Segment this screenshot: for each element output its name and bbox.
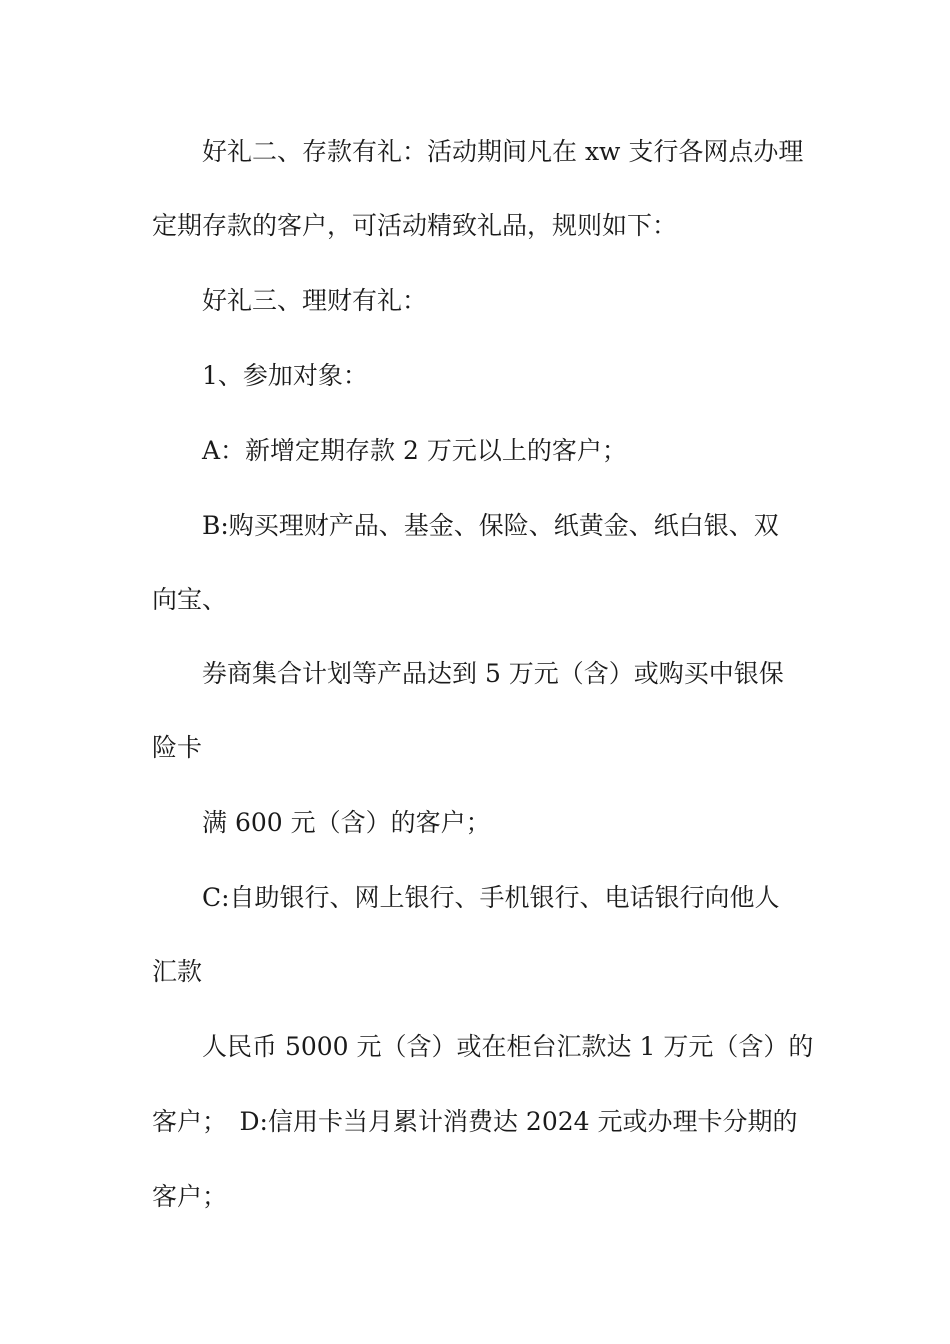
paragraph-line-item-d-cont: 客户； [152,1182,228,1211]
paragraph-line-gift-three: 好礼三、理财有礼： [202,286,428,315]
paragraph-line-item-c: C:自助银行、网上银行、手机银行、电话银行向他人 [202,883,780,912]
paragraph-line-item-c-cont: 汇款 [152,957,203,986]
paragraph-line-item-b-products: 券商集合计划等产品达到 5 万元（含）或购买中银保 [202,659,784,688]
paragraph-line-item-c-amount: 人民币 5000 元（含）或在柜台汇款达 1 万元（含）的 [202,1032,814,1061]
paragraph-line-item-b-products-cont: 险卡 [152,733,203,762]
paragraph-line-item-d: 客户； D:信用卡当月累计消费达 2024 元或办理卡分期的 [152,1107,798,1136]
paragraph-line-item-b-threshold: 满 600 元（含）的客户； [202,808,491,837]
paragraph-line-item-b: B:购买理财产品、基金、保险、纸黄金、纸白银、双 [202,511,779,540]
paragraph-line-gift-two-cont: 定期存款的客户，可活动精致礼品，规则如下： [152,211,678,240]
paragraph-line-gift-two: 好礼二、存款有礼：活动期间凡在 xw 支行各网点办理 [202,137,804,166]
paragraph-line-item-a: A：新增定期存款 2 万元以上的客户； [202,436,627,465]
paragraph-line-participants-heading: 1、参加对象： [202,361,368,390]
paragraph-line-item-b-cont: 向宝、 [152,585,228,614]
